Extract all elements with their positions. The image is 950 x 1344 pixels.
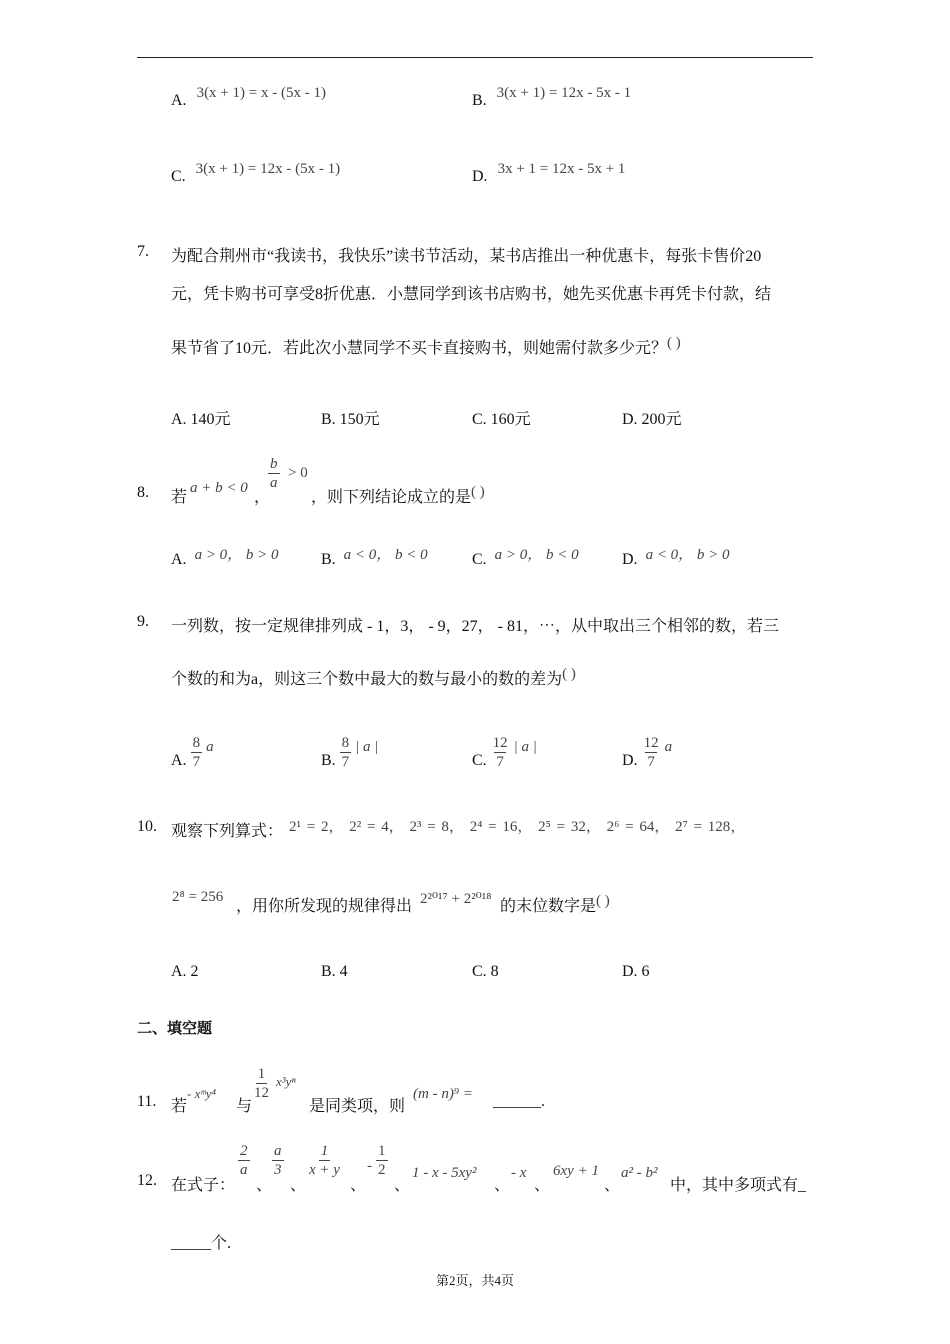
q7-line2: 元，凭卡购书可享受8折优惠．小慧同学到该书店购书，她先买优惠卡再凭卡付款，结 [171, 286, 772, 303]
q8-option-a-expr: a > 0， b > 0 [194, 547, 279, 563]
q10-prefix: 观察下列算式： [171, 823, 284, 840]
q10-option-a[interactable]: A. 2 [171, 963, 199, 980]
q12-sep2: 、 [290, 1177, 307, 1194]
q9-line2-text: 个数的和为a，则这三个数中最大的数与最小的数的差为 [171, 671, 563, 688]
q11-expr: (m - n)⁹ = [413, 1086, 473, 1102]
q9-number: 9. [137, 613, 149, 630]
q10-power-3: 2³ = 8 [409, 819, 449, 835]
q7-option-d[interactable]: D. 200元 [622, 411, 682, 428]
q7-line3 [171, 335, 681, 358]
q10-line2-text: ，用你所发现的规律得出 [236, 898, 413, 915]
q10-line2-expr: 2⁸ = 256 [172, 889, 224, 905]
q10-power-5: 2⁵ = 32 [538, 819, 586, 835]
q11-blank[interactable]: ______ [493, 1093, 541, 1110]
q11-suffix: 是同类项，则 [309, 1098, 406, 1115]
q7-option-c[interactable]: C. 160元 [472, 411, 531, 428]
q10-option-c[interactable]: C. 8 [472, 963, 499, 980]
q11-term2: x³yⁿ [276, 1074, 296, 1089]
q7-number: 7. [137, 243, 149, 260]
q9-line2 [171, 666, 576, 689]
q12-number: 12. [137, 1172, 157, 1189]
q9-option-d[interactable]: D. $\frac{12}{7}$ a [622, 735, 673, 770]
q12-frac4-sign: - [367, 1158, 372, 1174]
q11-mid: 与 [236, 1098, 253, 1115]
q8-option-c[interactable]: C. a > 0， b < 0 [472, 547, 579, 568]
page-footer: 第2页，共4页 [435, 1273, 514, 1288]
q12-frac1: $\frac{2}{a}$ [240, 1143, 248, 1178]
q8-suffix [311, 484, 485, 507]
q10-power-1: 2¹ = 2 [289, 819, 329, 835]
q12-expr6: - x [511, 1165, 527, 1181]
q11-frac-den: 12 [254, 1085, 269, 1101]
q6-option-c[interactable]: C. 3(x + 1) = 12x - (5x - 1) [171, 161, 341, 185]
q12-sep5: 、 [494, 1177, 511, 1194]
q10-power-2: 2² = 4 [349, 819, 389, 835]
q12-line2[interactable]: _____个. [171, 1235, 232, 1252]
q7-line1: 为配合荆州市“我读书，我快乐”读书节活动，某书店推出一种优惠卡，每张卡售价20 [171, 248, 762, 265]
q12-sep6: 、 [534, 1177, 551, 1194]
q12-frac4: $\frac{1}{2}$ [378, 1143, 386, 1178]
q12-sep3: 、 [350, 1177, 367, 1194]
q10-line2-expr2: 2²⁰¹⁷ + 2²⁰¹⁸ [420, 891, 492, 907]
q7-answer-paren: ( ) [667, 335, 681, 351]
q8-answer-paren: ( ) [471, 484, 485, 500]
q8-suffix-text: ，则下列结论成立的是 [311, 489, 472, 506]
q11-prefix: 若 [171, 1098, 188, 1115]
q8-condition1: a + b < 0 [190, 480, 248, 496]
q12-expr5: 1 - x - 5xy² [412, 1165, 477, 1181]
q12-expr7: 6xy + 1 [553, 1163, 599, 1179]
q12-frac2: $\frac{a}{3}$ [274, 1143, 282, 1178]
q9-option-c[interactable]: C. $\frac{12}{7}$ | a | [472, 735, 537, 770]
q11-blank-wrap[interactable]: ______. [493, 1093, 545, 1110]
q12-sep7: 、 [604, 1177, 621, 1194]
q10-line2-suffix [500, 893, 610, 916]
q6-option-a-expr: 3(x + 1) = x - (5x - 1) [196, 85, 326, 101]
header-rule [137, 57, 813, 58]
q6-option-a[interactable]: A. 3(x + 1) = x - (5x - 1) [171, 85, 326, 109]
q9-option-b[interactable]: B. $\frac{8}{7}$ | a | [321, 735, 379, 770]
q8-option-d[interactable]: D. a < 0， b > 0 [622, 547, 730, 568]
q12-sep1: 、 [256, 1177, 273, 1194]
q10-answer-paren: ( ) [596, 893, 610, 909]
q8-number: 8. [137, 484, 149, 501]
q8-option-c-expr: a > 0， b < 0 [494, 547, 579, 563]
q10-suffix-text: 的末位数字是 [500, 898, 597, 915]
q8-option-d-expr: a < 0， b > 0 [645, 547, 730, 563]
q7-option-a[interactable]: A. 140元 [171, 411, 231, 428]
q8-prefix: 若 [171, 489, 188, 506]
q12-suffix: 中，其中多项式有_ [670, 1177, 807, 1194]
q8-frac-rest: > 0 [288, 465, 308, 481]
q9-line1: 一列数，按一定规律排列成 - 1，3， - 9，27， - 81，⋯，从中取出三个相邻的数，若三 [171, 618, 779, 635]
q8-option-b-expr: a < 0， b < 0 [343, 547, 428, 563]
q10-powers: 2¹ = 2， 2² = 4， 2³ = 8， 2⁴ = 16， 2⁵ = 32， 2⁶ = 64， 2⁷ = 128， [289, 819, 746, 835]
q7-option-b[interactable]: B. 150元 [321, 411, 380, 428]
section-fill-blank-title: 二、填空题 [137, 1019, 213, 1037]
q10-power-6: 2⁶ = 64 [606, 819, 655, 835]
q11-term1: - xᵐy⁴ [187, 1086, 217, 1101]
q8-frac-num: b [270, 456, 278, 472]
q12-frac3: $\frac{1}{x + y}$ [309, 1143, 340, 1178]
q8-fraction [268, 456, 280, 491]
q7-line3-text: 果节省了10元．若此次小慧同学不买卡直接购书，则她需付款多少元？ [171, 340, 668, 357]
q12-prefix: 在式子： [171, 1177, 236, 1194]
q6-option-d-expr: 3x + 1 = 12x - 5x + 1 [497, 161, 626, 177]
q12-expr8: a² - b² [621, 1165, 658, 1181]
q8-sep: ， [254, 489, 271, 506]
q6-option-b[interactable]: B. 3(x + 1) = 12x - 5x - 1 [472, 85, 632, 109]
q11-frac-num: 1 [257, 1066, 266, 1082]
q10-option-b[interactable]: B. 4 [321, 963, 348, 980]
q9-answer-paren: ( ) [562, 666, 576, 682]
q9-option-a[interactable]: A. $\frac{8}{7}$ a [171, 735, 214, 770]
q10-power-4: 2⁴ = 16 [469, 819, 518, 835]
q6-option-d[interactable]: D. 3x + 1 = 12x - 5x + 1 [472, 161, 626, 185]
q8-frac-den: a [270, 475, 278, 491]
q11-number: 11. [137, 1093, 157, 1110]
q6-option-c-expr: 3(x + 1) = 12x - (5x - 1) [195, 161, 341, 177]
q12-sep4: 、 [394, 1177, 411, 1194]
q6-option-b-expr: 3(x + 1) = 12x - 5x - 1 [496, 85, 632, 101]
q10-option-d[interactable]: D. 6 [622, 963, 650, 980]
q8-option-b[interactable]: B. a < 0， b < 0 [321, 547, 428, 568]
q10-power-7: 2⁷ = 128 [675, 819, 731, 835]
q10-number: 10. [137, 818, 157, 835]
q8-option-a[interactable]: A. a > 0， b > 0 [171, 547, 279, 568]
q11-fraction [252, 1066, 271, 1101]
